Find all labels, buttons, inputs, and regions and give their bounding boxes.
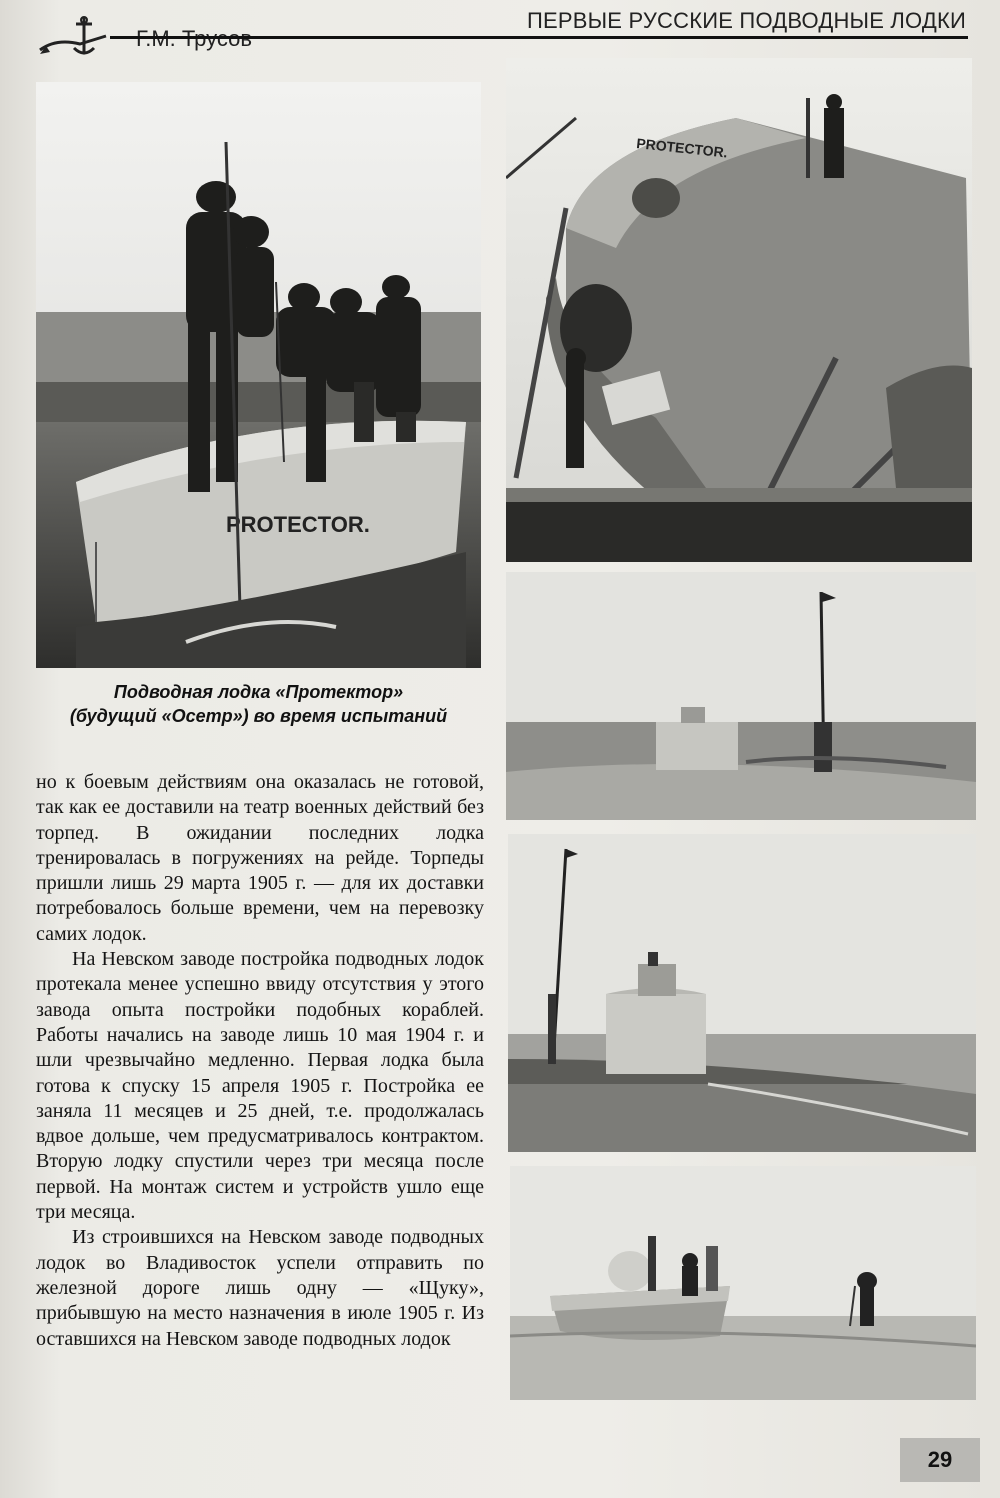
caption-line-1: Подводная лодка «Протектор»	[113, 682, 404, 702]
photo-caption	[36, 680, 481, 728]
photo-submarine-surfaced	[506, 572, 976, 820]
hull-label-2: PROTECTOR.	[635, 135, 729, 161]
paragraph-1: но к боевым действиям она оказалась не готовой, так как ее доставили на театр военных действий без торпед. В ожидании последних лодка тренировалась в погружениях на рейде. Торпеды пришли лишь 29 марта 1905 г. — для их доставки потребовалось больше времени, чем на перевозку самих лодок.	[36, 771, 484, 945]
page-header	[20, 0, 980, 60]
photo-protector-slipway	[506, 58, 972, 562]
photo-submarine-crew	[510, 1166, 976, 1400]
photo-submarine-conning-tower	[508, 834, 976, 1152]
caption-line-2: (будущий «Осетр») во время испытаний	[69, 706, 448, 726]
paragraph-3: Из строившихся на Невском заводе подводных лодок во Владивосток успели отправить по железной дороге лишь одну — «Щуку», прибывшую на место назначения в июле 1905 г. Из оставшихся на Невском заводе подводных лодок	[36, 1226, 484, 1350]
article-body	[36, 770, 484, 1352]
running-title: ПЕРВЫЕ РУССКИЕ ПОДВОДНЫЕ ЛОДКИ	[526, 8, 966, 33]
page-number: 29	[900, 1438, 980, 1482]
hull-label-1: PROTECTOR.	[226, 512, 370, 537]
paragraph-2: На Невском заводе постройка подводных лодок протекала менее успешно ввиду отсутствия у этого завода опыта постройки подобных кораблей. Работы начались на заводе лишь 10 мая 1904 г. и шли чрезвычайно медленно. Первая лодка была готова к спуску 15 апреля 1905 г. Постройка ее заняла 11 месяцев и 25 дней, т.е. продолжалась вдвое дольше, чем предусматривалось контрактом. Вторую лодку спустили через три месяца после первой. На монтаж систем и устройств ушло еще три месяца.	[36, 948, 484, 1224]
photo-protector-trials	[36, 82, 481, 668]
author-name	[136, 26, 252, 52]
header-rule	[110, 36, 968, 39]
